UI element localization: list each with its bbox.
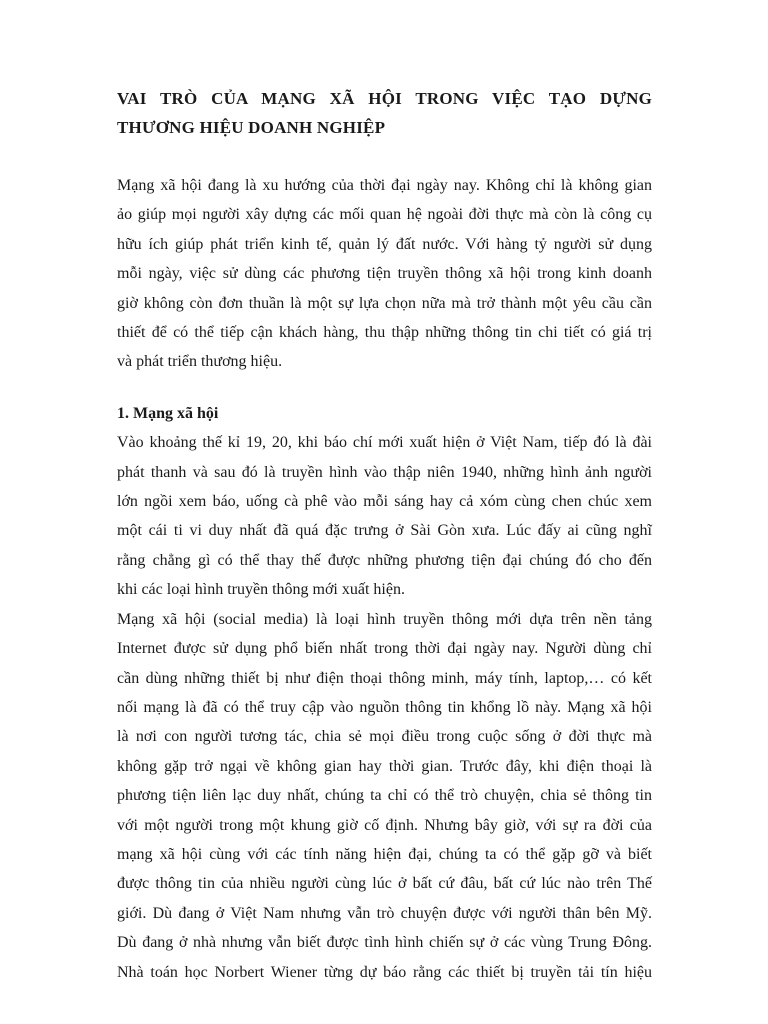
text-line: phương tiện liên lạc duy nhất, chúng ta chỉ có thể trò chuyện, chia sẻ thông tin (117, 787, 652, 805)
text-line: giới. Dù đang ở Việt Nam nhưng vẫn trò chuyện được với người thân bên Mỹ. (117, 904, 652, 922)
document-title (117, 84, 652, 142)
text-line: mỗi ngày, việc sử dùng các phương tiện truyền thông xã hội trong kinh doanh (117, 265, 652, 283)
section1-paragraph-2 (117, 605, 652, 987)
text-line: với một người trong một khung giờ cố định. Nhưng bây giờ, với sự ra đời của (117, 816, 652, 834)
title-line: THƯƠNG HIỆU DOANH NGHIỆP (117, 118, 386, 137)
text-line: khi các loại hình truyền thông mới xuất hiện. (117, 581, 405, 599)
text-line: không gặp trở ngại về không gian hay thời gian. Trước đây, khi điện thoại là (117, 757, 652, 775)
text-line: được thông tin của nhiều người cùng lúc ở bất cứ đâu, bất cứ lúc nào trên Thế (117, 875, 652, 893)
section1-paragraph-1 (117, 428, 652, 604)
text-line: Nhà toán học Norbert Wiener từng dự báo rằng các thiết bị truyền tải tín hiệu (117, 963, 652, 981)
section-heading: 1. Mạng xã hội (117, 404, 219, 422)
text-line: hữu ích giúp phát triển kinh tế, quản lý đất nước. Với hàng tỷ người sử dụng (117, 235, 652, 253)
text-line: thiết để có thể tiếp cận khách hàng, thu thập những thông tin chi tiết có giá trị (117, 324, 652, 342)
text-line: nối mạng là đã có thể truy cập vào nguồn thông tin khổng lồ này. Mạng xã hội (117, 698, 652, 716)
text-line: là nơi con người tương tác, chia sẻ mọi điều trong cuộc sống ở đời thực mà (117, 728, 652, 746)
text-line: cần dùng những thiết bị như điện thoại thông minh, máy tính, laptop,… có kết (117, 669, 652, 687)
text-line: ảo giúp mọi người xây dựng các mối quan hệ ngoài đời thực mà còn là công cụ (117, 206, 652, 224)
intro-paragraph (117, 171, 652, 377)
text-line: giờ không còn đơn thuần là một sự lựa chọn nữa mà trở thành một yêu cầu cần (117, 294, 652, 312)
text-line: rằng chẳng gì có thể thay thế được những phương tiện đại chúng đó cho đến (117, 551, 652, 569)
text-line: phát thanh và sau đó là truyền hình vào thập niên 1940, những hình ảnh người (117, 463, 652, 481)
text-line: Internet được sử dụng phổ biến nhất trong thời đại ngày nay. Người dùng chỉ (117, 640, 652, 658)
text-line: một cái ti vi duy nhất đã quá đặc trưng ở Sài Gòn xưa. Lúc đấy ai cũng nghĩ (117, 522, 652, 540)
document-page (117, 84, 652, 987)
text-line: và phát triển thương hiệu. (117, 353, 283, 371)
text-line: Mạng xã hội đang là xu hướng của thời đại ngày nay. Không chỉ là không gian (117, 177, 652, 194)
text-line: Dù đang ở nhà nhưng vẫn biết được tình hình chiến sự ở các vùng Trung Đông. (117, 934, 652, 952)
text-line: mạng xã hội cùng với các tính năng hiện đại, chúng ta có thể gặp gỡ và biết (117, 845, 652, 863)
title-line: VAI TRÒ CỦA MẠNG XÃ HỘI TRONG VIỆC TẠO DỰNG (117, 89, 652, 108)
text-line: Mạng xã hội (social media) là loại hình truyền thông mới dựa trên nền tảng (117, 610, 652, 628)
text-line: lớn ngồi xem báo, uống cà phê vào mỗi sáng hay cả xóm cùng chen chúc xem (117, 493, 652, 511)
text-line: Vào khoảng thế kỉ 19, 20, khi báo chí mới xuất hiện ở Việt Nam, tiếp đó là đài (117, 434, 652, 452)
